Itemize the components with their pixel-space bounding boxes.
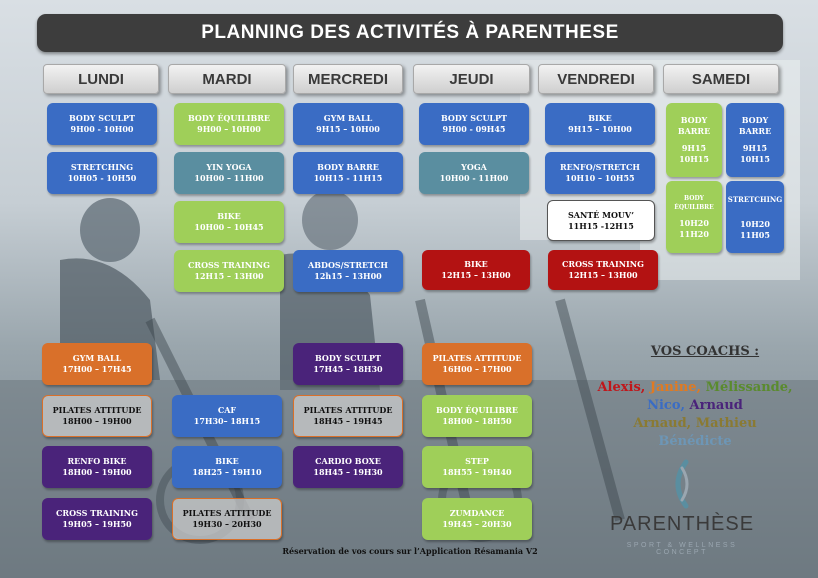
class-name: PILATES ATTITUDE xyxy=(432,353,522,363)
class-card xyxy=(42,498,152,540)
class-name: BODY SCULPT xyxy=(68,113,136,123)
class-card xyxy=(174,250,284,292)
class-name: CROSS TRAINING xyxy=(56,508,138,518)
class-time: 10H20 xyxy=(740,218,770,229)
class-name: BODY ÉQUILIBRE xyxy=(188,113,270,123)
class-time: 9H00 - 09H45 xyxy=(442,124,506,134)
class-card xyxy=(726,103,784,177)
coachs-title: VOS COACHS : xyxy=(650,344,760,359)
class-card xyxy=(293,446,403,488)
class-card xyxy=(293,152,403,194)
class-time: 17H30– 18H15 xyxy=(193,416,261,426)
class-time: 18H45 – 19H45 xyxy=(313,416,383,426)
class-card xyxy=(293,250,403,292)
brand-name: PARENTHÈSE xyxy=(609,513,755,535)
day-vendredi: VENDREDI xyxy=(538,64,654,94)
coachs-line-4 xyxy=(580,434,810,449)
coach-name: Arnaud, xyxy=(633,416,692,431)
class-card xyxy=(422,395,532,437)
class-card xyxy=(42,446,152,488)
class-name: RENFO BIKE xyxy=(67,456,127,466)
class-time: 12H15 – 13H00 xyxy=(568,270,638,280)
class-card xyxy=(419,152,529,194)
footer-note: Réservation de vos cours sur l’Application Résamania V2 xyxy=(282,546,538,556)
class-name: BODY BARRE xyxy=(677,115,711,136)
class-card xyxy=(545,103,655,145)
class-time: 11H05 xyxy=(740,229,770,240)
class-time: 10H05 - 10H50 xyxy=(67,173,137,183)
class-time: 11H15 -12H15 xyxy=(568,220,634,231)
class-card xyxy=(422,446,532,488)
coachs-line-2 xyxy=(580,398,810,413)
class-time: 16H00 – 17H00 xyxy=(442,364,512,374)
class-name: BIKE xyxy=(217,211,241,221)
class-time: 18H00 – 18H50 xyxy=(442,416,512,426)
class-name: STRETCHING xyxy=(70,162,134,172)
class-time: 19H45 – 20H30 xyxy=(442,519,512,529)
class-name: BIKE xyxy=(464,259,488,269)
class-card xyxy=(422,343,532,385)
class-time: 9H00 – 10H00 xyxy=(197,124,261,134)
coach-name: Mélissande, xyxy=(705,380,793,395)
class-time: 9H15 – 10H00 xyxy=(316,124,380,134)
class-card xyxy=(726,181,784,253)
class-name: BODY SCULPT xyxy=(314,353,382,363)
class-card xyxy=(174,152,284,194)
class-name: CROSS TRAINING xyxy=(562,259,644,269)
class-name: BODY SCULPT xyxy=(440,113,508,123)
day-jeudi: JEUDI xyxy=(413,64,530,94)
class-card xyxy=(419,103,529,145)
class-time: 10H00 - 11H00 xyxy=(439,173,509,183)
class-card xyxy=(293,343,403,385)
class-name: CAF xyxy=(217,405,237,415)
class-card xyxy=(172,395,282,437)
class-time: 9H00 - 10H00 xyxy=(70,124,134,134)
class-card xyxy=(293,103,403,145)
class-card xyxy=(42,395,152,437)
coach-name: Mathieu xyxy=(695,416,757,431)
coach-name: Nico, xyxy=(647,398,686,413)
class-time: 17H00 – 17H45 xyxy=(62,364,132,374)
class-time: 18H00 – 19H00 xyxy=(62,467,132,477)
class-card xyxy=(42,343,152,385)
class-time: 10H15 xyxy=(679,154,709,164)
class-name: PILATES ATTITUDE xyxy=(303,405,393,415)
class-name: STEP xyxy=(465,456,489,466)
class-name: CROSS TRAINING xyxy=(188,260,270,270)
class-time: 17H45 – 18H30 xyxy=(313,364,383,374)
class-name: CARDIO BOXE xyxy=(315,456,381,466)
class-name: PILATES ATTITUDE xyxy=(52,405,142,415)
class-card xyxy=(666,181,722,253)
class-time: 12h15 – 13H00 xyxy=(314,271,382,281)
class-time: 9H15 – 10H00 xyxy=(568,124,632,134)
class-name: ZUMDANCE xyxy=(449,508,505,518)
class-time: 10H00 – 10H45 xyxy=(194,222,264,232)
class-name: BODY BARRE xyxy=(738,115,772,136)
coachs-line-1 xyxy=(580,380,810,395)
title-banner xyxy=(37,14,783,52)
class-name: BODY BARRE xyxy=(317,162,379,172)
parenthese-logo-icon xyxy=(662,458,702,510)
class-time: 12H15 – 13H00 xyxy=(441,270,511,280)
class-name: YOGA xyxy=(461,162,487,172)
class-card xyxy=(547,200,655,241)
class-name: STRETCHING xyxy=(727,194,783,204)
brand-tagline: SPORT & WELLNESS CONCEPT xyxy=(626,542,738,556)
day-mardi: MARDI xyxy=(168,64,286,94)
coach-name: Bénédicte xyxy=(658,434,732,449)
day-mercredi: MERCREDI xyxy=(293,64,403,94)
class-name: YIN YOGA xyxy=(206,162,252,172)
class-name: BODY ÉQUILIBRE xyxy=(436,405,518,415)
class-time: 18H25 – 19H10 xyxy=(192,467,262,477)
class-card xyxy=(174,201,284,243)
class-card xyxy=(422,250,530,290)
class-name: BODY ÉQUILIBRE xyxy=(674,195,714,211)
class-card xyxy=(545,152,655,194)
class-name: GYM BALL xyxy=(72,353,122,363)
day-samedi: SAMEDI xyxy=(663,64,779,94)
class-card xyxy=(666,103,722,177)
coach-name: Alexis, xyxy=(597,380,646,395)
class-time: 19H05 – 19H50 xyxy=(62,519,132,529)
class-time: 10H00 – 11H00 xyxy=(194,173,264,183)
class-time: 19H30 – 20H30 xyxy=(192,519,262,529)
class-card xyxy=(47,103,157,145)
class-card xyxy=(422,498,532,540)
class-time: 12H15 – 13H00 xyxy=(194,271,264,281)
class-name: BIKE xyxy=(588,113,612,123)
class-card xyxy=(172,498,282,540)
class-name: RENFO/STRETCH xyxy=(560,162,640,172)
class-card xyxy=(293,395,403,437)
class-card xyxy=(172,446,282,488)
page-title: PLANNING DES ACTIVITÉS À PARENTHESE xyxy=(201,22,619,43)
class-time: 10H15 xyxy=(740,154,770,164)
class-card xyxy=(47,152,157,194)
class-time: 10H15 - 11H15 xyxy=(313,173,383,183)
class-time: 18H00 – 19H00 xyxy=(62,416,132,426)
class-name: GYM BALL xyxy=(323,113,373,123)
class-time: 18H45 – 19H30 xyxy=(313,467,383,477)
class-card xyxy=(548,250,658,290)
class-time: 9H15 xyxy=(681,143,707,153)
class-time: 18H55 – 19H40 xyxy=(442,467,512,477)
class-card xyxy=(174,103,284,145)
class-name: BIKE xyxy=(215,456,239,466)
class-name: PILATES ATTITUDE xyxy=(182,508,272,518)
coach-name: Arnaud xyxy=(689,398,743,413)
class-time: 9H15 xyxy=(742,143,768,153)
class-time: 10H20 xyxy=(679,218,709,228)
class-name: SANTÉ MOUV’ xyxy=(567,209,635,220)
coach-name: Janine, xyxy=(649,380,702,395)
coachs-line-3 xyxy=(580,416,810,431)
class-time: 11H20 xyxy=(679,229,709,239)
day-lundi: LUNDI xyxy=(43,64,159,94)
class-name: ABDOS/STRETCH xyxy=(308,260,388,270)
class-time: 10H10 – 10H55 xyxy=(565,173,635,183)
